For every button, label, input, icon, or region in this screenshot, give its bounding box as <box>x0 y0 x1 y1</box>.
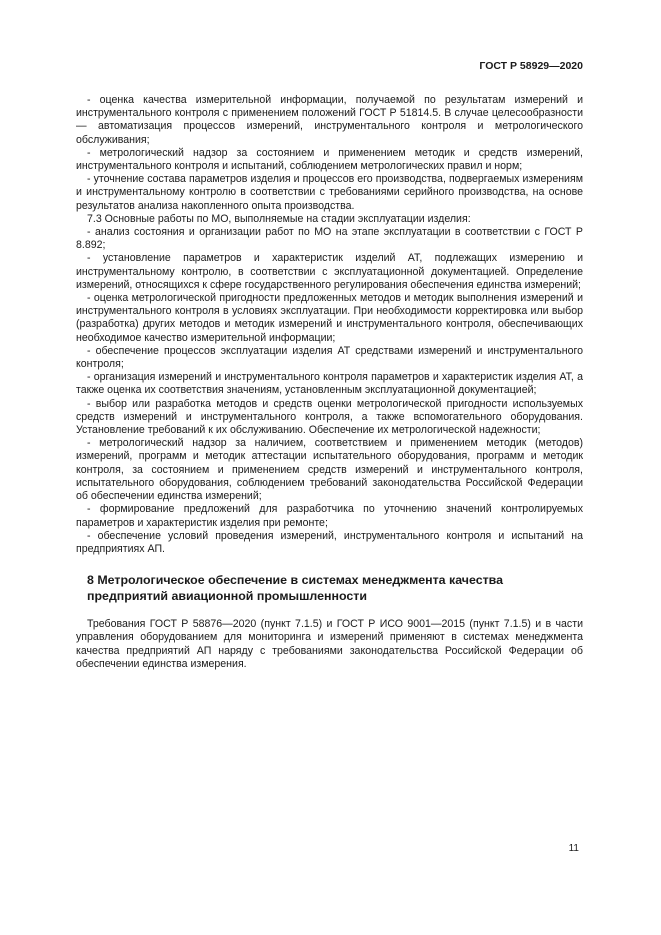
paragraph-10: - выбор или разработка методов и средств оценки метрологической пригодности используемых средств измерений и инструментального контроля, а также вспомогательного оборудования. Установление требований к их обслуживанию. Обеспечение их метрологической надежности; <box>76 397 583 437</box>
paragraph-5: - анализ состояния и организации работ по МО на этапе эксплуатации в соответствии с ГОСТ Р 8.892; <box>76 226 583 252</box>
paragraph-1: - оценка качества измерительной информации, получаемой по результатам измерений и инструментального контроля с применением положений ГОСТ Р 51814.5. В случае целесообразности — автоматизация процессов измерений, инструментального контроля и метрологического обслуживания; <box>76 94 583 146</box>
paragraph-2: - метрологический надзор за состоянием и применением методик и средств измерений, инструментального контроля и испытаний, соблюдением метрологических правил и норм; <box>76 146 583 173</box>
paragraph-7: - оценка метрологической пригодности предложенных методов и методик выполнения измерений и инструментального контроля в условиях эксплуатации. При необходимости корректировка или выбор (разработка) других методов и методик измерений и инструментального контроля, обеспечивающих необходимое качество измерительной информации; <box>76 292 583 344</box>
section-body: Требования ГОСТ Р 58876—2020 (пункт 7.1.5) и ГОСТ Р ИСО 9001—2015 (пункт 7.1.5) и в части управления оборудованием для мониторинга и измерений применяют в системах менеджмента качества предприятий АП наряду с требованиями законодательства Российской Федерации об обеспечении единства измерения. <box>76 618 583 670</box>
paragraph-12: - формирование предложений для разработчика по уточнению значений контролируемых параметров и характеристик изделия при ремонте; <box>76 503 583 529</box>
paragraph-3: - уточнение состава параметров изделия и процессов его производства, подвергаемых измерениям и инструментальному контролю в соответствии с требованиями серийного производства, на основе результатов анализа накопленного опыта производства. <box>76 173 583 212</box>
paragraph-6: - установление параметров и характеристик изделий АТ, подлежащих измерению и инструментальному контролю, в соответствии с эксплуатационной документацией. Определение измерений, относящихся к сфере государственного регулирования обеспечения единства измерений; <box>76 252 583 291</box>
paragraph-4: 7.3 Основные работы по МО, выполняемые на стадии эксплуатации изделия: <box>87 212 471 225</box>
document-header: ГОСТ Р 58929—2020 <box>479 60 583 72</box>
page-number: 11 <box>568 843 579 854</box>
paragraph-9: - организация измерений и инструментального контроля параметров и характеристик изделия АТ, а также оценка их соответствия значениям, установленным эксплуатационной документацией; <box>76 371 583 397</box>
paragraph-13: - обеспечение условий проведения измерений, инструментального контроля и испытаний на предприятиях АП. <box>76 529 583 555</box>
page-content <box>76 94 583 671</box>
section-title: 8 Метрологическое обеспечение в системах менеджмента качества предприятий авиационной промышленности <box>87 573 504 603</box>
paragraph-8: - обеспечение процессов эксплуатации изделия АТ средствами измерений и инструментального контроля; <box>76 344 583 371</box>
paragraph-11: - метрологический надзор за наличием, соответствием и применением методик (методов) измерений, программ и методик аттестации испытательного оборудования, программ и методик контроля, за состоянием и применением средств измерений и инструментального контроля, испытательного оборудования, соблюдением требований законодательства Российской Федерации об обеспечении единства измерений; <box>76 437 583 503</box>
